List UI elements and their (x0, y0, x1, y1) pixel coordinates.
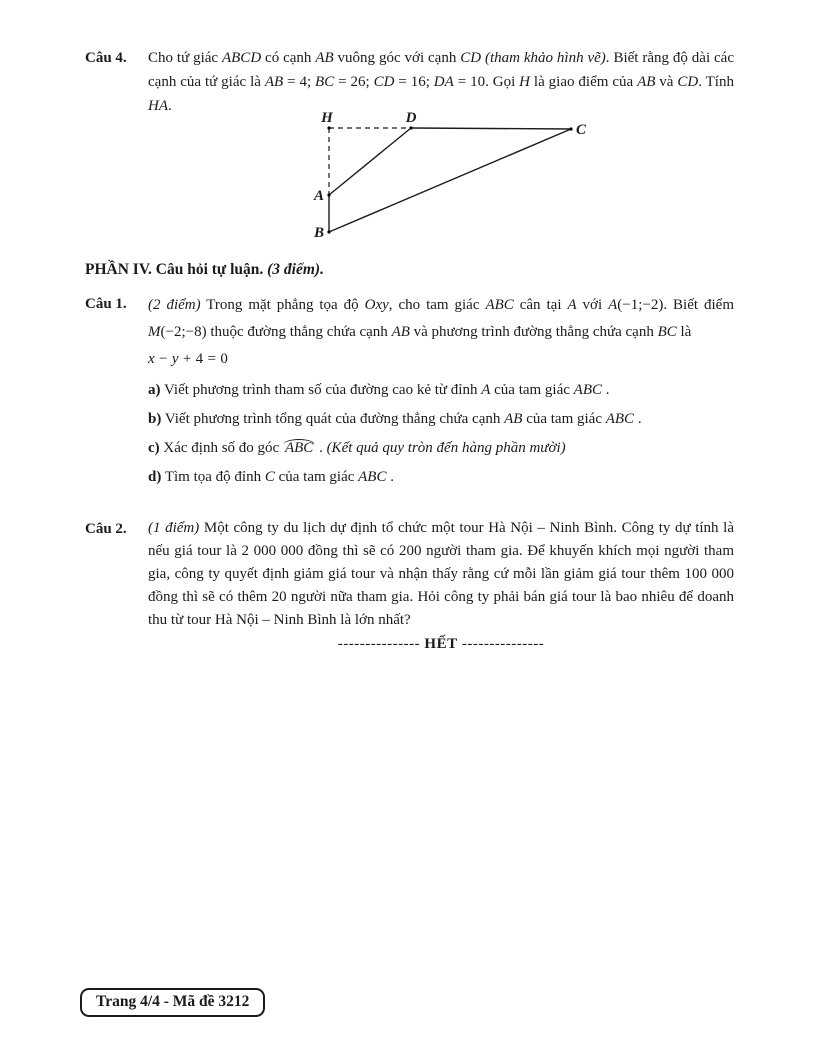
point-C (569, 127, 572, 130)
point-B (327, 230, 330, 233)
question-1-equation: x − y + 4 = 0 (148, 351, 229, 367)
item-d-text: Tìm tọa độ đỉnh C của tam giác ABC . (161, 469, 394, 485)
item-b-marker: b) (148, 411, 162, 427)
item-a-marker: a) (148, 382, 161, 398)
point-D (409, 126, 412, 129)
figure-label-B: B (313, 225, 324, 241)
question-1-label: Câu 1. (85, 296, 127, 312)
item-a-text: Viết phương trình tham số của đường cao kẻ từ đỉnh A của tam giác ABC . (160, 382, 610, 398)
item-b-text: Viết phương trình tổng quát của đường thẳng chứa cạnh AB của tam giác ABC . (161, 411, 642, 427)
question-4-label: Câu 4. (85, 50, 127, 66)
item-d-marker: d) (148, 469, 162, 485)
question-2-label: Câu 2. (85, 521, 127, 537)
segment-AD (329, 128, 411, 195)
question-1-item-b (148, 408, 734, 431)
segment-DC (411, 128, 571, 129)
end-marker: --------------- HẾT --------------- (337, 636, 545, 652)
page-footer-box (80, 988, 265, 1017)
figure-label-D: D (405, 110, 417, 126)
part-4-heading: PHẦN IV. Câu hỏi tự luận. (3 điểm). (85, 261, 324, 278)
point-H (327, 126, 330, 129)
figure-label-A: A (313, 188, 324, 204)
question-2-text: (1 điểm) Một công ty du lịch dự định tổ chức một tour Hà Nội – Ninh Bình. Công ty dự tính là nếu giá tour là 2 000 000 đồng thì sẽ có 200 người tham gia. Để khuyến khích mọi người tham gia, công ty quyết định giảm giá tour và nhận thấy rằng cứ mỗi lần giảm giá tour thêm 100 000 đồng thì sẽ có thêm 20 người nữa tham gia. Hỏi công ty phải bán giá tour là bao nhiêu để doanh thu từ tour Hà Nội – Ninh Bình là lớn nhất? (148, 520, 734, 628)
question-2 (85, 517, 735, 655)
question-1-item-d (148, 466, 734, 489)
question-4-text: Cho tứ giác ABCD có cạnh AB vuông góc với cạnh CD (tham khảo hình vẽ). Biết rằng độ dài các cạnh của tứ giác là AB = 4; BC = 26; CD = 16; DA = 10. Gọi H là giao điểm của AB và CD. Tính HA. (148, 50, 734, 114)
item-c-text: Xác định số đo góc ABC . (Kết quả quy tròn đến hàng phần mười) (159, 440, 566, 456)
page-footer-text: Trang 4/4 - Mã đề 3212 (96, 993, 250, 1010)
question-1 (85, 292, 735, 489)
point-A (327, 193, 330, 196)
question-1-item-c (148, 437, 734, 460)
question-1-intro: (2 điểm) Trong mặt phẳng tọa độ Oxy, cho tam giác ABC cân tại A với A(−1;−2). Biết điểm M(−2;−8) thuộc đường thẳng chứa cạnh AB và phương trình đường thẳng chứa cạnh BC là (148, 297, 734, 340)
geometry-figure (280, 108, 590, 248)
figure-label-H: H (321, 110, 333, 126)
figure-label-C: C (576, 122, 587, 138)
item-c-marker: c) (148, 440, 160, 456)
question-1-item-a (148, 379, 734, 402)
segment-BC (329, 129, 571, 232)
